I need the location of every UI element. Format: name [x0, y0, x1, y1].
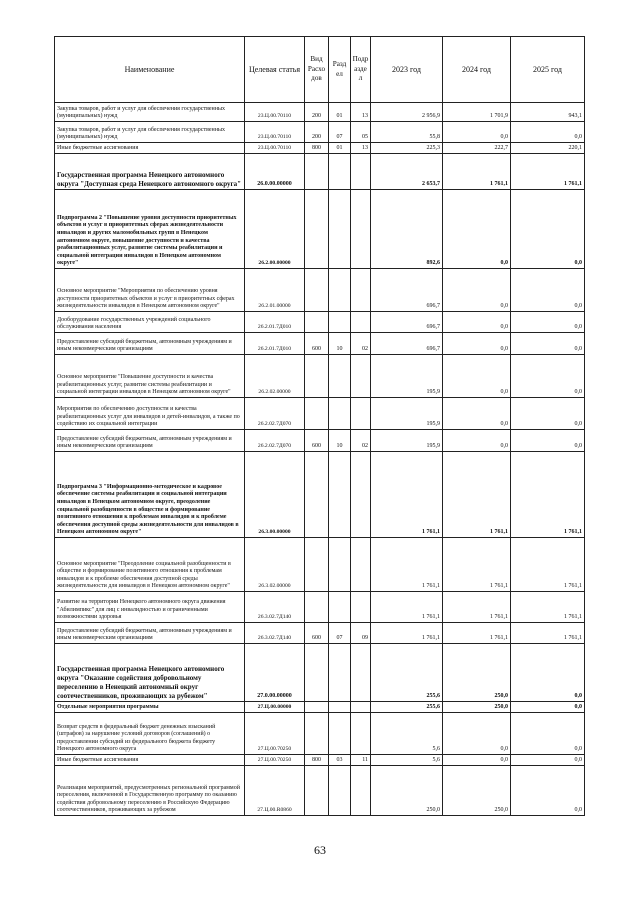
- row-value-2024: 1 761,1: [443, 592, 511, 623]
- row-name: Предоставление субсидий бюджетным, автономным учреждениям и иным некоммерческим организациям: [55, 623, 245, 644]
- row-code: 26.2.01.7Д010: [245, 333, 305, 355]
- row-code: 26.2.00.00000: [245, 190, 305, 269]
- row-value-2025: 943,1: [511, 103, 585, 122]
- budget-table: [54, 36, 585, 816]
- row-subsection: [351, 355, 371, 398]
- row-value-2023: 2 653,7: [371, 154, 443, 190]
- row-expense-type: [305, 312, 329, 333]
- row-value-2025: 220,1: [511, 143, 585, 154]
- row-name: Возврат средств в федеральный бюджет денежных взысканий (штрафов) за нарушение условий договоров (соглашений) о предоставлении субсидий из федерального бюджета бюджету Ненецкого автономного округа: [55, 713, 245, 755]
- row-expense-type: [305, 398, 329, 430]
- row-value-2024: 1 701,9: [443, 103, 511, 122]
- row-value-2023: 1 761,1: [371, 538, 443, 592]
- row-code: 23.Ц.00.70110: [245, 103, 305, 122]
- row-value-2024: 1 761,1: [443, 154, 511, 190]
- row-value-2025: 0,0: [511, 702, 585, 713]
- table-row: [55, 154, 585, 190]
- row-expense-type: 800: [305, 143, 329, 154]
- row-expense-type: [305, 702, 329, 713]
- row-value-2023: 696,7: [371, 312, 443, 333]
- table-row: [55, 333, 585, 355]
- header-year-2023: 2023 год: [371, 37, 443, 103]
- row-subsection: [351, 154, 371, 190]
- row-value-2023: 1 761,1: [371, 623, 443, 644]
- row-value-2023: 55,8: [371, 122, 443, 143]
- row-section: [329, 644, 351, 702]
- row-code: 27.Ц.00.70250: [245, 713, 305, 755]
- row-expense-type: 600: [305, 623, 329, 644]
- row-expense-type: [305, 355, 329, 398]
- table-row: [55, 122, 585, 143]
- table-row: [55, 355, 585, 398]
- row-section: 03: [329, 755, 351, 766]
- row-value-2025: 0,0: [511, 398, 585, 430]
- row-value-2024: 0,0: [443, 755, 511, 766]
- row-value-2025: 0,0: [511, 269, 585, 312]
- row-section: [329, 269, 351, 312]
- row-value-2023: 696,7: [371, 333, 443, 355]
- header-year-2024: 2024 год: [443, 37, 511, 103]
- row-value-2025: 0,0: [511, 355, 585, 398]
- row-name: Закупка товаров, работ и услуг для обеспечения государственных (муниципальных) нужд: [55, 103, 245, 122]
- row-value-2024: 222,7: [443, 143, 511, 154]
- table-row: [55, 623, 585, 644]
- row-value-2023: 892,6: [371, 190, 443, 269]
- row-value-2024: 0,0: [443, 333, 511, 355]
- row-code: 26.3.02.7Д140: [245, 592, 305, 623]
- table-row: [55, 312, 585, 333]
- row-subsection: 13: [351, 103, 371, 122]
- row-name: Предоставление субсидий бюджетным, автономным учреждениям и иным некоммерческим организациям: [55, 430, 245, 452]
- row-subsection: [351, 713, 371, 755]
- row-subsection: [351, 452, 371, 538]
- row-value-2024: 0,0: [443, 122, 511, 143]
- row-subsection: [351, 766, 371, 816]
- row-expense-type: 600: [305, 430, 329, 452]
- row-value-2024: 250,0: [443, 702, 511, 713]
- row-value-2023: 5,6: [371, 713, 443, 755]
- row-expense-type: 200: [305, 122, 329, 143]
- row-section: [329, 538, 351, 592]
- table-row: [55, 269, 585, 312]
- row-value-2024: 0,0: [443, 355, 511, 398]
- row-value-2024: 0,0: [443, 190, 511, 269]
- row-name: Подпрограмма 3 "Информационно-методическое и кадровое обеспечение системы реабилитации и социальной интеграции инвалидов в Ненецком автономном округе, преодоление социальной разобщенности в обществе и формирование позитивного отношения к проблемам инвалидов и к проблеме обеспечения доступной среды жизнедеятельности для инвалидов в Ненецком автономном округе": [55, 452, 245, 538]
- row-value-2023: 195,9: [371, 398, 443, 430]
- row-subsection: 02: [351, 333, 371, 355]
- row-code: 26.2.01.00000: [245, 269, 305, 312]
- row-name: Закупка товаров, работ и услуг для обеспечения государственных (муниципальных) нужд: [55, 122, 245, 143]
- row-section: [329, 154, 351, 190]
- header-name: Наименование: [55, 37, 245, 103]
- table-row: [55, 430, 585, 452]
- row-subsection: [351, 269, 371, 312]
- row-section: [329, 398, 351, 430]
- row-subsection: 02: [351, 430, 371, 452]
- table-row: [55, 755, 585, 766]
- row-value-2024: 0,0: [443, 312, 511, 333]
- row-value-2025: 0,0: [511, 312, 585, 333]
- row-name: Предоставление субсидий бюджетным, автономным учреждениям и иным некоммерческим организациям: [55, 333, 245, 355]
- row-subsection: [351, 398, 371, 430]
- row-value-2023: 255,6: [371, 702, 443, 713]
- row-expense-type: [305, 766, 329, 816]
- row-value-2023: 250,0: [371, 766, 443, 816]
- row-value-2023: 5,6: [371, 755, 443, 766]
- row-value-2023: 255,6: [371, 644, 443, 702]
- row-subsection: 05: [351, 122, 371, 143]
- row-value-2025: 0,0: [511, 430, 585, 452]
- row-expense-type: [305, 538, 329, 592]
- header-expense-type: Вид Расхо дов: [305, 37, 329, 103]
- row-name: Мероприятия по обеспечению доступности и качества реабилитационных услуг для инвалидов и детей-инвалидов, а также по содействию их социальной интеграции: [55, 398, 245, 430]
- row-section: [329, 190, 351, 269]
- row-expense-type: 200: [305, 103, 329, 122]
- row-subsection: 13: [351, 143, 371, 154]
- row-section: 01: [329, 143, 351, 154]
- row-section: [329, 312, 351, 333]
- row-name: Иные бюджетные ассигнования: [55, 755, 245, 766]
- row-value-2023: 2 956,9: [371, 103, 443, 122]
- header-section: Разд ел: [329, 37, 351, 103]
- row-expense-type: [305, 269, 329, 312]
- table-row: [55, 702, 585, 713]
- row-name: Дооборудование государственных учреждений социального обслуживания населения: [55, 312, 245, 333]
- table-row: [55, 644, 585, 702]
- row-code: 26.3.00.00000: [245, 452, 305, 538]
- row-value-2025: 0,0: [511, 713, 585, 755]
- row-code: 23.Ц.00.70110: [245, 122, 305, 143]
- row-name: Основное мероприятие "Повышение доступности и качества реабилитационных услуг, развитие системы реабилитации и социальной интеграции инвалидов в Ненецком автономном округе": [55, 355, 245, 398]
- table-row: [55, 538, 585, 592]
- row-code: 26.2.01.7Д010: [245, 312, 305, 333]
- row-value-2023: 225,3: [371, 143, 443, 154]
- row-code: 27.Ц.00.70250: [245, 755, 305, 766]
- row-value-2025: 0,0: [511, 333, 585, 355]
- row-value-2025: 0,0: [511, 190, 585, 269]
- row-name: Отдельные мероприятия программы: [55, 702, 245, 713]
- row-value-2024: 0,0: [443, 398, 511, 430]
- header-year-2025: 2025 год: [511, 37, 585, 103]
- row-name: Развитие на территории Ненецкого автономного округа движения "Абилимпикс" для лиц с инвалидностью и ограниченными возможностями здоровья: [55, 592, 245, 623]
- row-value-2025: 0,0: [511, 766, 585, 816]
- row-code: 26.2.02.7Д070: [245, 430, 305, 452]
- page-number: 63: [314, 843, 326, 857]
- row-expense-type: [305, 190, 329, 269]
- table-row: [55, 190, 585, 269]
- row-expense-type: 600: [305, 333, 329, 355]
- row-section: 10: [329, 430, 351, 452]
- row-value-2025: 0,0: [511, 755, 585, 766]
- table-row: [55, 713, 585, 755]
- row-value-2025: 0,0: [511, 122, 585, 143]
- row-code: 27.Ц.00.00000: [245, 702, 305, 713]
- row-section: [329, 592, 351, 623]
- row-value-2024: 1 761,1: [443, 623, 511, 644]
- row-name: Основное мероприятие "Мероприятия по обеспечению уровня доступности приоритетных объектов и услуг в приоритетных сферах жизнедеятельности инвалидов в Ненецком автономном округе": [55, 269, 245, 312]
- row-name: Иные бюджетные ассигнования: [55, 143, 245, 154]
- header-row: [55, 37, 585, 103]
- row-name: Реализация мероприятий, предусмотренных региональной программой переселения, включенной в Государственную программу по оказанию содействия добровольному переселению в Российскую Федерацию соотечественников, проживающих за рубежом: [55, 766, 245, 816]
- row-expense-type: 800: [305, 755, 329, 766]
- row-value-2023: 1 761,1: [371, 592, 443, 623]
- row-section: [329, 452, 351, 538]
- table-row: [55, 592, 585, 623]
- row-value-2023: 1 761,1: [371, 452, 443, 538]
- row-section: [329, 713, 351, 755]
- row-code: 26.2.02.00000: [245, 355, 305, 398]
- row-subsection: 11: [351, 755, 371, 766]
- row-code: 23.Ц.00.70110: [245, 143, 305, 154]
- row-expense-type: [305, 592, 329, 623]
- row-section: [329, 702, 351, 713]
- row-subsection: [351, 538, 371, 592]
- row-expense-type: [305, 644, 329, 702]
- row-code: 26.2.02.7Д070: [245, 398, 305, 430]
- row-name: Государственная программа Ненецкого автономного округа "Доступная среда Ненецкого автономного округа": [55, 154, 245, 190]
- row-code: 26.3.02.7Д140: [245, 623, 305, 644]
- row-value-2024: 1 761,1: [443, 452, 511, 538]
- row-value-2023: 195,9: [371, 430, 443, 452]
- row-value-2024: 250,0: [443, 644, 511, 702]
- row-section: [329, 355, 351, 398]
- table-row: [55, 398, 585, 430]
- table-row: [55, 452, 585, 538]
- table-row: [55, 103, 585, 122]
- row-value-2024: 250,0: [443, 766, 511, 816]
- row-value-2025: 0,0: [511, 644, 585, 702]
- row-code: 27.Ц.00.R0860: [245, 766, 305, 816]
- row-value-2025: 1 761,1: [511, 623, 585, 644]
- row-name: Подпрограмма 2 "Повышение уровня доступности приоритетных объектов и услуг в приоритетных сферах жизнедеятельности инвалидов и других маломобильных групп в Ненецком автономном округе, повышение доступности и качества реабилитационных услуг, развитие системы реабилитации и социальной интеграции инвалидов в Ненецком автономном округе": [55, 190, 245, 269]
- row-value-2025: 1 761,1: [511, 452, 585, 538]
- row-subsection: [351, 190, 371, 269]
- row-expense-type: [305, 154, 329, 190]
- row-section: 10: [329, 333, 351, 355]
- row-value-2024: 0,0: [443, 269, 511, 312]
- header-subsection: Подр азде л: [351, 37, 371, 103]
- row-value-2025: 1 761,1: [511, 538, 585, 592]
- row-section: 01: [329, 103, 351, 122]
- row-value-2024: 1 761,1: [443, 538, 511, 592]
- row-subsection: [351, 644, 371, 702]
- row-expense-type: [305, 713, 329, 755]
- header-target-article: Целевая статья: [245, 37, 305, 103]
- table-row: [55, 143, 585, 154]
- row-code: 26.0.00.00000: [245, 154, 305, 190]
- row-name: Государственная программа Ненецкого автономного округа "Оказание содействия добровольному переселению в Ненецкий автономный округ соотечественников, проживающих за рубежом": [55, 644, 245, 702]
- row-value-2024: 0,0: [443, 430, 511, 452]
- row-value-2023: 696,7: [371, 269, 443, 312]
- row-code: 27.0.00.00000: [245, 644, 305, 702]
- row-section: 07: [329, 623, 351, 644]
- row-subsection: [351, 702, 371, 713]
- row-value-2024: 0,0: [443, 713, 511, 755]
- row-code: 26.3.02.00000: [245, 538, 305, 592]
- row-section: [329, 766, 351, 816]
- row-expense-type: [305, 452, 329, 538]
- row-subsection: 09: [351, 623, 371, 644]
- row-value-2025: 1 761,1: [511, 154, 585, 190]
- row-section: 07: [329, 122, 351, 143]
- row-subsection: [351, 592, 371, 623]
- table-row: [55, 766, 585, 816]
- row-name: Основное мероприятие "Преодоление социальной разобщенности в обществе и формирование позитивного отношения к проблемам инвалидов и к проблеме обеспечения доступной среды жизнедеятельности для инвалидов в Ненецком автономном округе": [55, 538, 245, 592]
- row-value-2025: 1 761,1: [511, 592, 585, 623]
- row-subsection: [351, 312, 371, 333]
- row-value-2023: 195,9: [371, 355, 443, 398]
